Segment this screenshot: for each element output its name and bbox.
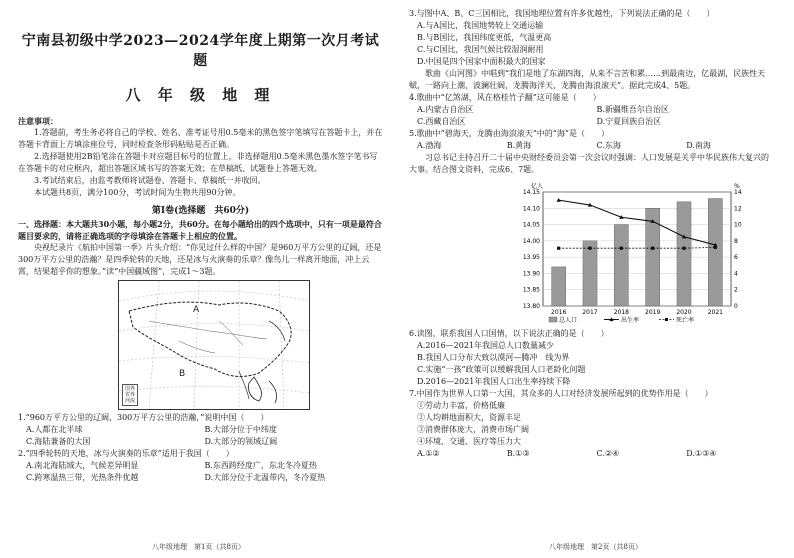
q7-option-a[interactable]: A.①② bbox=[417, 449, 440, 458]
q5-option-a[interactable]: A.渤海 bbox=[417, 141, 442, 150]
q1-option-c[interactable]: C.海陆兼备的大国 bbox=[26, 437, 91, 446]
point-death-rate bbox=[714, 246, 717, 249]
notice-item-2: 2.选择题使用2B铅笔涂在答题卡对应题目标号的位置上，非选择题用0.5毫米黑色墨水签字笔书写在答题卡的对应框内，超出答题区域书写的答案无效；在草稿纸、试题卷上答题无效。 bbox=[18, 152, 378, 173]
question-5: 5.歌曲中“碧海天，龙腾由海浪滚天”中的“海”是（ ） bbox=[409, 129, 609, 138]
question-7: 7.中国作为世界人口第一大国，其众多的人口对经济发展所起到的优势作用是（ ） bbox=[409, 389, 713, 398]
legend-province-border: 省界 bbox=[125, 392, 136, 398]
legend-marker-death-rate bbox=[665, 318, 668, 321]
question-6-options bbox=[409, 340, 776, 388]
q3-option-c[interactable]: C.与C国比，我国气候比较湿润耐用 bbox=[417, 45, 544, 54]
point-death-rate bbox=[651, 247, 654, 250]
x-tick-label: 2020 bbox=[676, 309, 692, 316]
page-footer-left: 八年级地理 第1页（共8页） bbox=[152, 543, 245, 551]
notice-item-4: 本试题共8页，满分100分，考试时间为生物共用90分钟。 bbox=[34, 188, 241, 197]
y2-tick-label: 2 bbox=[734, 286, 738, 294]
line-death-rate bbox=[559, 247, 716, 248]
x-tick-label: 2018 bbox=[613, 309, 629, 316]
q7-option-d[interactable]: D.①③④ bbox=[686, 449, 717, 458]
point-death-rate bbox=[588, 247, 591, 250]
part1-heading: 第Ⅰ卷(选择题 共60分) bbox=[151, 206, 250, 216]
y2-tick-label: 10 bbox=[734, 221, 742, 229]
map-label-a: A bbox=[193, 305, 200, 315]
exam-title: 宁南县初级中学2023—2024学年度上期第一次月考试题 bbox=[21, 33, 380, 69]
q2-option-b[interactable]: B.东西跨经度广，东北冬冷夏热 bbox=[204, 461, 317, 470]
q7-option-c[interactable]: C.②④ bbox=[596, 449, 620, 458]
page-footer-right: 八年级地理 第2页（共8页） bbox=[549, 543, 642, 551]
line-birth-rate bbox=[559, 200, 716, 245]
question-3: 3.与图中A、B、C三国相比，我国地理位置有许多优越性，下列说法正确的是（ ） bbox=[409, 9, 715, 18]
q7-item-3: ③消费群体庞大，消费市场广阔 bbox=[417, 425, 529, 434]
q4-option-b[interactable]: B.新疆维吾尔自治区 bbox=[596, 105, 669, 114]
x-tick-label: 2016 bbox=[551, 309, 567, 316]
y2-tick-label: 8 bbox=[734, 237, 738, 245]
x-tick-label: 2021 bbox=[707, 309, 723, 316]
map-label-b: B bbox=[179, 369, 186, 379]
q1-option-d[interactable]: D.大部分的领域辽阔 bbox=[204, 437, 278, 446]
question-6: 6.读图，联系我国人口国情，以下说法正确的是（ ） bbox=[409, 329, 609, 338]
q3-option-a[interactable]: A.与A国比，我国地势较上交通运输 bbox=[417, 21, 544, 30]
china-territory-map bbox=[118, 280, 310, 410]
y-tick-label: 14.15 bbox=[522, 189, 540, 196]
q7-item-4: ④环境、交通、医疗等压力大 bbox=[417, 437, 521, 446]
y-tick-label: 13.85 bbox=[522, 286, 540, 294]
y-tick-label: 13.95 bbox=[522, 254, 540, 262]
q4-option-a[interactable]: A.内蒙古自治区 bbox=[417, 105, 474, 114]
y2-tick-label: 4 bbox=[734, 270, 738, 278]
question-4-options bbox=[409, 104, 776, 128]
bar-total-population bbox=[552, 267, 566, 306]
point-death-rate bbox=[557, 247, 560, 250]
passage-3: 习总书记主持召开二十届中央财经委员会第一次会议时强调：人口发展是关乎中华民族伟大复兴的大事。结合图文资料，完成6、7题。 bbox=[409, 153, 769, 174]
population-chart-svg bbox=[509, 178, 759, 326]
bar-total-population bbox=[583, 241, 597, 306]
legend-label-population: 总人口 bbox=[559, 317, 578, 324]
bar-total-population bbox=[677, 202, 691, 306]
y2-tick-label: 14 bbox=[734, 189, 742, 196]
question-2-options bbox=[18, 460, 383, 484]
question-4: 4.歌曲中“亿煞湖，风在格桂竹子翻”这可能是（ ） bbox=[409, 93, 601, 102]
y2-tick-label: 0 bbox=[734, 303, 738, 310]
q2-option-d[interactable]: D.大部分位于北温带内，冬冷夏热 bbox=[204, 473, 326, 482]
legend-label-death-rate: 死亡率 bbox=[676, 317, 695, 324]
q1-option-a[interactable]: A.人都在北半球 bbox=[26, 425, 83, 434]
question-5-options bbox=[409, 140, 776, 152]
question-3-options bbox=[409, 20, 776, 68]
q4-option-c[interactable]: C.西藏自治区 bbox=[417, 117, 466, 126]
q1-option-b[interactable]: B.大部分位于中纬度 bbox=[204, 425, 277, 434]
q4-option-d[interactable]: D.宁夏回族自治区 bbox=[596, 117, 662, 126]
notice-item-1: 1.答题前，考生务必将自己的学校、姓名、准考证号用0.5毫米的黑色签字笔填写在答题卡上，并在答题卡背面上方填涂座位号，同时检查条形码粘贴是否正确。 bbox=[18, 128, 383, 149]
legend-national-border: 国界 bbox=[125, 386, 136, 392]
legend-swatch-population bbox=[549, 317, 557, 322]
y2-axis-label: % bbox=[734, 183, 740, 190]
page-right bbox=[397, 0, 794, 558]
q5-option-c[interactable]: C.东海 bbox=[596, 141, 621, 150]
legend-river: 河流 bbox=[125, 398, 136, 404]
y-axis-label: 亿人 bbox=[530, 183, 544, 190]
y-tick-label: 13.80 bbox=[522, 303, 540, 310]
passage-2: 歌曲《山河图》中唱到“我们是地了东湖四海，从来不言苦和累……到最南边，亿最湖，民族性天赋，一路向上潮，波澜壮阔，龙腾海洋天，龙腾由海浪滚天”。据此完成4、5题。 bbox=[409, 69, 766, 90]
notice-item-3: 3.考试结束后，由监考教师将试题卷、答题卡、草稿纸一并收回。 bbox=[34, 176, 266, 185]
x-tick-label: 2017 bbox=[582, 309, 598, 316]
y2-tick-label: 12 bbox=[734, 205, 742, 213]
q7-item-1: ①劳动力丰富，价格低廉 bbox=[417, 401, 505, 410]
q3-option-b[interactable]: B.与B国比，我国纬度更低，气温更高 bbox=[417, 33, 552, 42]
question-1-options bbox=[18, 424, 383, 448]
point-death-rate bbox=[620, 247, 623, 250]
point-death-rate bbox=[682, 247, 685, 250]
notice-heading: 注意事项： bbox=[18, 116, 58, 126]
question-2: 2.“四季轮转的天地，冰与火演奏的乐章”适用于我国（ ） bbox=[18, 449, 234, 458]
q6-option-a[interactable]: A.2016—2021年我国总人口数量减少 bbox=[417, 341, 555, 350]
question-7-items bbox=[409, 400, 776, 448]
q6-option-d[interactable]: D.2016—2021年我国人口出生率持续下降 bbox=[417, 377, 571, 386]
bar-total-population bbox=[614, 225, 628, 306]
population-chart bbox=[509, 178, 759, 326]
exam-subject: 八 年 级 地 理 bbox=[125, 86, 276, 104]
bar-total-population bbox=[708, 199, 722, 306]
section1-instructions: 一、选择题：本大题共30小题，每小题2分，共60分。在每小题给出的四个选项中，只有一项是最符合题目要求的，请将正确选项的字母填涂在答题卡上相应的位置。 bbox=[18, 219, 382, 241]
legend-label-birth-rate: 出生率 bbox=[621, 317, 640, 324]
y-tick-label: 14.00 bbox=[522, 237, 540, 245]
map-graphic bbox=[119, 281, 309, 409]
question-1: 1.“960万平方公里的辽阔，300万平方公里的浩瀚，”说明中国（ ） bbox=[18, 413, 269, 422]
y-tick-label: 13.90 bbox=[522, 270, 540, 278]
q7-item-2: ②人均耕地面积大，资源丰足 bbox=[417, 413, 521, 422]
question-7-options bbox=[409, 448, 776, 460]
q5-option-d[interactable]: D.南海 bbox=[686, 141, 711, 150]
q7-option-b[interactable]: B.①③ bbox=[506, 449, 530, 458]
q2-option-a[interactable]: A.南北海陆域大，气候差异明显 bbox=[26, 461, 139, 470]
y2-tick-label: 6 bbox=[734, 254, 738, 262]
passage-1: 央视纪录片《航拍中国第一季》片头介绍：“你见过什么样的中国？是960万平方公里的辽阔，还是300万平方公里的浩瀚？是四季轮转的天地，还是冰与火演奏的乐章？像鸟儿一样离开地面，冲上云霄，结果超乎你的想象。”读“中国疆域图”，完成1～3题。 bbox=[18, 243, 382, 276]
map-legend bbox=[122, 384, 138, 406]
y-tick-label: 14.10 bbox=[522, 205, 540, 213]
q2-option-c[interactable]: C.跨寒温热三带，光热条件优越 bbox=[26, 473, 139, 482]
q5-option-b[interactable]: B.黄海 bbox=[506, 141, 532, 150]
q6-option-c[interactable]: C.实施“一孩”政策可以缓解我国人口老龄化问题 bbox=[417, 365, 586, 374]
top-spacer bbox=[409, 0, 776, 8]
q6-option-b[interactable]: B.我国人口分布大致以漠河—腾冲 线为界 bbox=[417, 353, 570, 362]
q3-option-d[interactable]: D.中国是四个国家中面积最大的国家 bbox=[417, 57, 546, 66]
y-tick-label: 14.05 bbox=[522, 221, 540, 229]
plot-frame bbox=[543, 192, 731, 306]
bar-total-population bbox=[646, 208, 660, 306]
x-tick-label: 2019 bbox=[645, 309, 661, 316]
